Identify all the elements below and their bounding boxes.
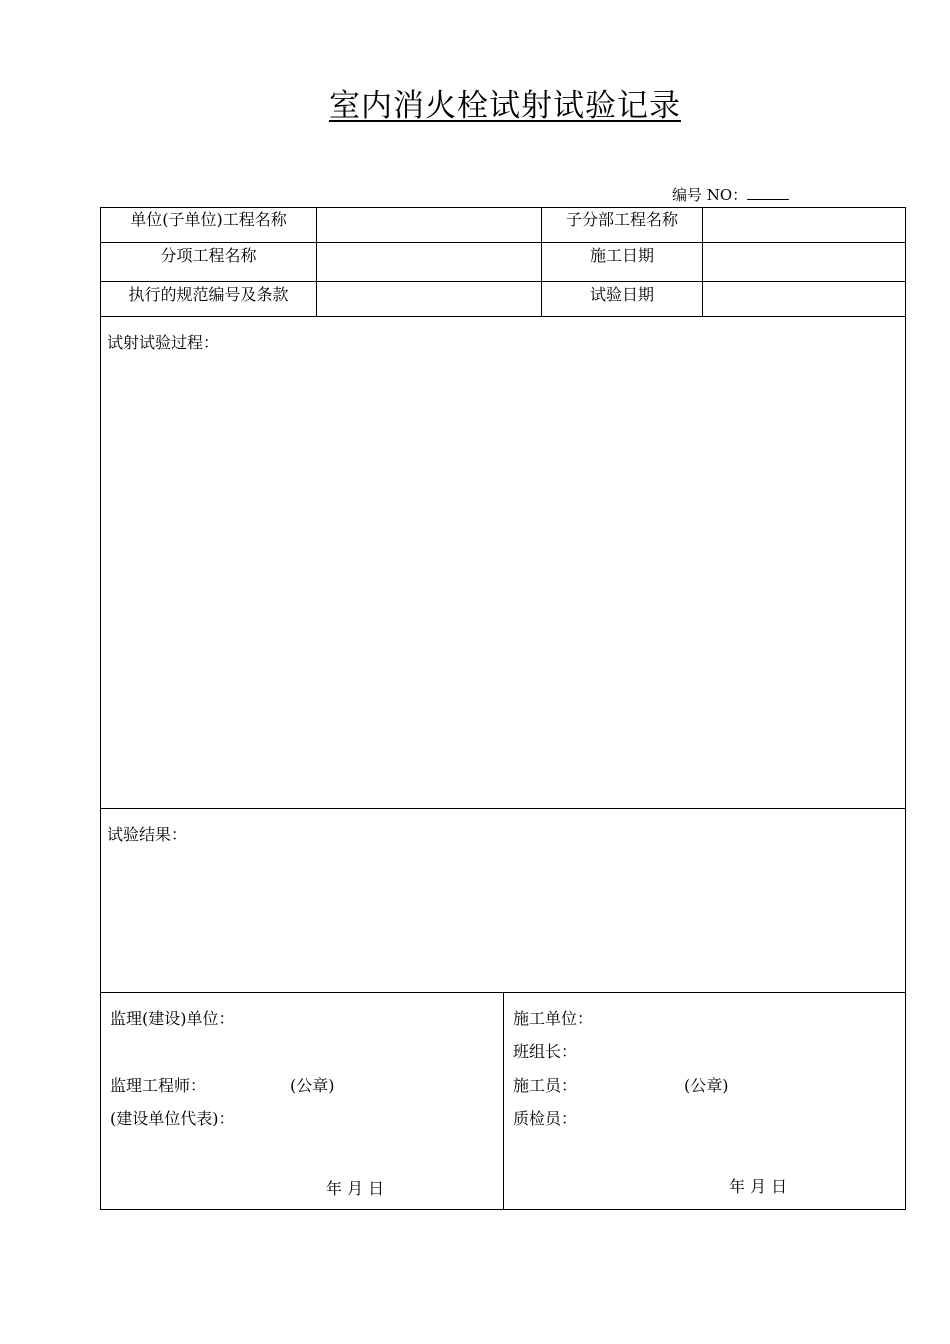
supervision-sign-date: 年 月 日 <box>326 1179 385 1198</box>
column-divider <box>316 208 317 317</box>
row-divider <box>101 281 905 282</box>
page-title: 室内消火栓试射试验记录 <box>329 88 681 124</box>
standard-clause-label: 执行的规范编号及条款 <box>128 285 289 304</box>
row-divider <box>101 316 905 317</box>
unit-project-name-label: 单位(子单位)工程名称 <box>130 210 287 229</box>
test-date-label: 试验日期 <box>589 285 654 304</box>
construction-sign-date: 年 月 日 <box>729 1177 788 1196</box>
section-divider <box>101 808 905 809</box>
row-divider <box>101 242 905 243</box>
column-divider <box>702 208 703 317</box>
document-number <box>672 185 789 205</box>
test-result-label: 试验结果： <box>107 825 188 844</box>
sub-division-name-label: 子分部工程名称 <box>565 210 678 229</box>
construction-date-label: 施工日期 <box>589 246 654 265</box>
supervision-seal-label: (公章) <box>290 1076 335 1095</box>
document-number-field[interactable] <box>747 185 789 200</box>
quality-inspector-label: 质检员： <box>513 1109 578 1128</box>
record-form <box>100 207 906 1210</box>
team-leader-label: 班组长： <box>513 1042 578 1061</box>
construction-seal-label: (公章) <box>684 1076 729 1095</box>
supervision-engineer-label: 监理工程师： <box>110 1076 207 1095</box>
signature-divider <box>503 992 504 1209</box>
test-process-label: 试射试验过程： <box>107 333 220 352</box>
sub-item-name-label: 分项工程名称 <box>160 246 257 265</box>
owner-representative-label: (建设单位代表)： <box>110 1109 235 1128</box>
supervision-unit-label: 监理(建设)单位： <box>110 1009 235 1028</box>
construction-worker-label: 施工员： <box>513 1076 578 1095</box>
construction-unit-label: 施工单位： <box>513 1009 594 1028</box>
document-number-label: 编号 NO： <box>672 186 748 204</box>
